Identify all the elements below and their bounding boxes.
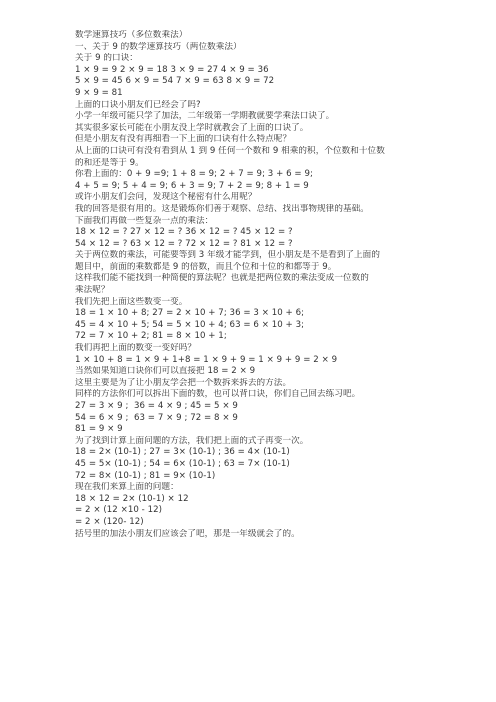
text-line: 这样我们能不能找到一种简便的算法呢？也就是把两位数的乘法变成一位数的 (75, 273, 369, 284)
text-line: 题目中，前面的乘数都是 9 的倍数，而且个位和十位的和都等于 9。 (75, 261, 337, 272)
text-line: 括号里的加法小朋友们应该会了吧，那是一年级就会了的。 (75, 528, 300, 539)
formula-line: = 2 × (12 ×10 - 12) (75, 505, 163, 516)
formula-line: 27 = 3 × 9 ; 36 = 4 × 9 ; 45 = 5 × 9 (75, 401, 238, 411)
text-line: 的和还是等于 9。 (75, 157, 144, 168)
formula-line: 4 + 5 = 9; 5 + 4 = 9; 6 + 3 = 9; 7 + 2 = 9; 8 + 1 = 9 (75, 180, 309, 191)
text-line: 从上面的口诀可有没有看到从 1 到 9 任何一个数和 9 相乘的积，个位数和十位数 (75, 145, 385, 156)
text-line: 我的回答是很有用的。这是锻炼你们善于观察、总结、找出事物规律的基础。 (75, 203, 369, 214)
text-line: 现在我们来算上面的问题： (75, 482, 179, 493)
formula-line: 你看上面的：0 + 9 =9; 1 + 8 = 9; 2 + 7 = 9; 3 + 6 = 9; (75, 169, 313, 180)
formula-line: 72 = 8× (10-1) ; 81 = 9× (10-1) (75, 470, 216, 481)
text-line: 我们先把上面这些数变一变。 (75, 296, 188, 307)
text-line: 我们再把上面的数变一变好吗？ (75, 343, 197, 354)
formula-line: 18 = 2× (10-1) ; 27 = 3× (10-1) ; 36 = 4× (10-1) (75, 447, 290, 458)
text-line: 其实很多家长可能在小朋友没上学时就教会了上面的口诀了。 (75, 122, 309, 133)
text-line: 关于 9 的口诀： (75, 53, 138, 64)
text-line: 但是小朋友有没有再细看一下上面的口诀有什么特点呢？ (75, 134, 292, 145)
formula-line: 18 × 12 = 2× (10-1) × 12 (75, 493, 189, 504)
formula-line: = 2 × (120- 12) (75, 516, 144, 527)
text-line: 这里主要是为了让小朋友学会把一个数拆来拆去的方法。 (75, 377, 292, 388)
document-body (75, 30, 475, 540)
formula-line: 81 = 9 × 9 (75, 424, 123, 435)
section-heading: 一、关于 9 的数学速算技巧（两位数乘法） (75, 41, 242, 52)
text-line: 上面的口诀小朋友们已经会了吗? (75, 99, 201, 110)
text-line: 当然如果知道口诀你们可以直接把 18 = 2 × 9 (75, 366, 256, 377)
formula-line: 1 × 9 = 9 2 × 9 = 18 3 × 9 = 27 4 × 9 = 36 (75, 64, 269, 75)
document-title: 数学速算技巧（多位数乘法） (75, 30, 188, 40)
text-line: 同样的方法你们可以拆出下面的数，也可以背口诀，你们自己回去练习吧。 (75, 389, 361, 400)
formula-line: 5 × 9 = 45 6 × 9 = 54 7 × 9 = 63 8 × 9 = 72 (75, 76, 275, 87)
formula-line: 18 = 1 × 10 + 8; 27 = 2 × 10 + 7; 36 = 3 × 10 + 6; (75, 308, 305, 319)
formula-line: 54 = 6 × 9 ; 63 = 7 × 9 ; 72 = 8 × 9 (75, 412, 238, 423)
formula-line: 72 = 7 × 10 + 2; 81 = 8 × 10 + 1; (75, 331, 227, 342)
text-line: 乘法呢？ (75, 285, 110, 296)
formula-line: 9 × 9 = 81 (75, 87, 123, 98)
text-line: 或许小朋友们会问，发现这个秘密有什么用呢？ (75, 192, 257, 203)
formula-line: 45 = 5× (10-1) ; 54 = 6× (10-1) ; 63 = 7× (10-1) (75, 458, 290, 469)
text-line: 下面我们再做一些复杂一点的乘法： (75, 215, 214, 226)
formula-line: 18 × 12 = ? 27 × 12 = ? 36 × 12 = ? 45 × 12 = ? (75, 227, 293, 238)
formula-line: 45 = 4 × 10 + 5; 54 = 5 × 10 + 4; 63 = 6 × 10 + 3; (75, 319, 305, 330)
text-line: 小学一年级可能只学了加法，二年级第一学期教就要学乘法口诀了。 (75, 111, 335, 122)
formula-line: 54 × 12 = ? 63 × 12 = ? 72 × 12 = ? 81 × 12 = ? (75, 238, 293, 249)
text-line: 关于两位数的乘法，可能要等到 3 年级才能学到，但小朋友是不是看到了上面的 (75, 250, 380, 261)
text-line: 为了找到计算上面问题的方法，我们把上面的式子再变一次。 (75, 435, 309, 446)
formula-line: 1 × 10 + 8 = 1 × 9 + 1+8 = 1 × 9 + 9 = 1 × 9 + 9 = 2 × 9 (75, 354, 338, 365)
